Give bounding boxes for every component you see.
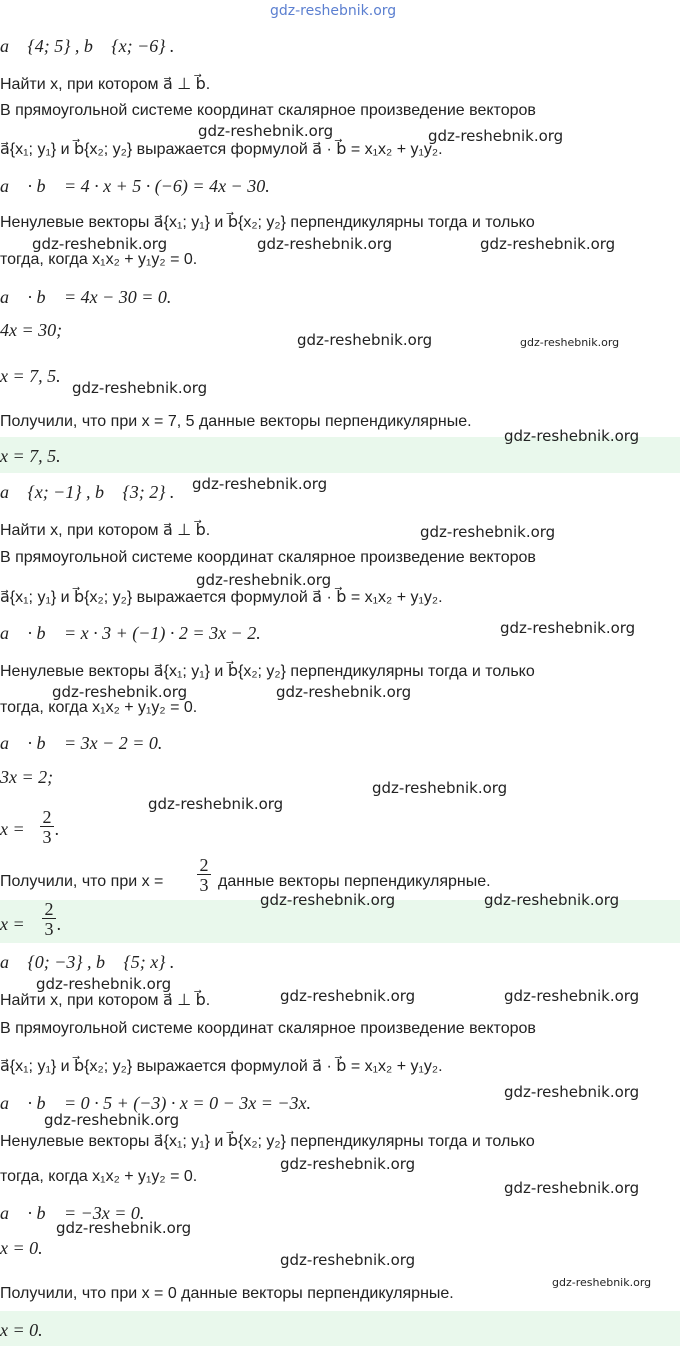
watermark: gdz-reshebnik.org	[372, 779, 508, 797]
block2-answer-denominator: 3	[44, 919, 54, 939]
block1-answer: x = 7, 5.	[0, 446, 61, 466]
watermark: gdz-reshebnik.org	[500, 619, 636, 637]
block2-conclusion-post: данные векторы перпендикулярные.	[218, 873, 491, 890]
watermark: gdz-reshebnik.org	[504, 1179, 640, 1197]
block2-equation1: a⃗ · b⃗ = 3x − 2 = 0.	[0, 733, 163, 753]
watermark: gdz-reshebnik.org	[260, 891, 396, 909]
watermark: gdz-reshebnik.org	[196, 571, 332, 589]
block3-theory-line2: a⃗{x₁; y₁} и b⃗{x₂; y₂} выражается формулой a⃗ · b⃗ = x₁x₂ + y₁y₂.	[0, 1058, 443, 1075]
block1-dot-product: a⃗ · b⃗ = 4 · x + 5 · (−6) = 4x − 30.	[0, 176, 270, 196]
block2-answer-fraction	[42, 900, 56, 939]
block3-vectors: a⃗ {0; −3} , b⃗ {5; x} .	[0, 952, 175, 972]
block2-result-denominator: 3	[42, 827, 52, 847]
block1-perp-line1: Ненулевые векторы a⃗{x₁; y₁} и b⃗{x₂; y₂} перпендикулярны тогда и только	[0, 214, 535, 231]
block2-result-fraction	[40, 808, 54, 847]
block2-answer-numerator: 2	[44, 900, 54, 919]
watermark: gdz-reshebnik.org	[44, 1111, 180, 1129]
watermark: gdz-reshebnik.org	[72, 379, 208, 397]
block2-equation2: 3x = 2;	[0, 767, 54, 787]
block3-equation1: a⃗ · b⃗ = −3x = 0.	[0, 1203, 145, 1223]
block3-perp-line1: Ненулевые векторы a⃗{x₁; y₁} и b⃗{x₂; y₂} перпендикулярны тогда и только	[0, 1133, 535, 1150]
watermark: gdz-reshebnik.org	[276, 683, 412, 701]
block2-vectors: a⃗ {x; −1} , b⃗ {3; 2} .	[0, 482, 175, 502]
block2-answer-period: .	[57, 914, 62, 934]
block2-conclusion-denominator: 3	[199, 875, 209, 895]
watermark: gdz-reshebnik.org	[504, 427, 640, 445]
block1-find-text: Найти x, при котором a⃗ ⊥ b⃗.	[0, 76, 211, 93]
watermark: gdz-reshebnik.org	[280, 1251, 416, 1269]
block3-answer: x = 0.	[0, 1320, 43, 1340]
block1-perp-line2: тогда, когда x₁x₂ + y₁y₂ = 0.	[0, 251, 198, 268]
block2-result-numerator: 2	[42, 807, 52, 827]
block2-result-period: .	[55, 819, 60, 839]
block2-conclusion-numerator: 2	[199, 855, 209, 875]
block1-equation1: a⃗ · b⃗ = 4x − 30 = 0.	[0, 287, 172, 307]
watermark: gdz-reshebnik.org	[480, 235, 616, 253]
watermark: gdz-reshebnik.org	[484, 891, 620, 909]
block3-perp-line2: тогда, когда x₁x₂ + y₁y₂ = 0.	[0, 1168, 198, 1185]
watermark: gdz-reshebnik.org	[504, 1083, 640, 1101]
block1-conclusion: Получили, что при x = 7, 5 данные векторы перпендикулярные.	[0, 413, 472, 430]
watermark: gdz-reshebnik.org	[420, 523, 556, 541]
block2-dot-product: a⃗ · b⃗ = x · 3 + (−1) · 2 = 3x − 2.	[0, 623, 261, 643]
watermark: gdz-reshebnik.org	[428, 127, 564, 145]
watermark: gdz-reshebnik.org	[297, 331, 433, 349]
block1-equation2: 4x = 30;	[0, 320, 63, 340]
watermark: gdz-reshebnik.org	[504, 987, 640, 1005]
watermark: gdz-reshebnik.org	[552, 1276, 652, 1289]
block2-theory-line1: В прямоугольной системе координат скалярное произведение векторов	[0, 549, 536, 566]
watermark: gdz-reshebnik.org	[280, 987, 416, 1005]
block2-find-text: Найти x, при котором a⃗ ⊥ b⃗.	[0, 522, 211, 539]
block2-result-prefix: x =	[0, 819, 25, 839]
block2-perp-line2: тогда, когда x₁x₂ + y₁y₂ = 0.	[0, 699, 198, 716]
block2-conclusion-pre: Получили, что при x =	[0, 873, 164, 890]
block2-theory-line2: a⃗{x₁; y₁} и b⃗{x₂; y₂} выражается формулой a⃗ · b⃗ = x₁x₂ + y₁y₂.	[0, 589, 443, 606]
block3-theory-line1: В прямоугольной системе координат скалярное произведение векторов	[0, 1020, 536, 1037]
block1-theory-line2: a⃗{x₁; y₁} и b⃗{x₂; y₂} выражается формулой a⃗ · b⃗ = x₁x₂ + y₁y₂.	[0, 141, 443, 158]
watermark: gdz-reshebnik.org	[56, 1219, 192, 1237]
watermark: gdz-reshebnik.org	[192, 475, 328, 493]
block2-answer-prefix: x =	[0, 914, 25, 934]
watermark: gdz-reshebnik.org	[198, 122, 334, 140]
block3-dot-product: a⃗ · b⃗ = 0 · 5 + (−3) · x = 0 − 3x = −3x.	[0, 1093, 311, 1113]
block3-find-text: Найти x, при котором a⃗ ⊥ b⃗.	[0, 992, 211, 1009]
block3-result: x = 0.	[0, 1238, 43, 1258]
watermark: gdz-reshebnik.org	[52, 683, 188, 701]
watermark: gdz-reshebnik.org	[520, 336, 620, 349]
watermark-top: gdz-reshebnik.org	[270, 3, 397, 19]
block1-theory-line1: В прямоугольной системе координат скалярное произведение векторов	[0, 102, 536, 119]
watermark: gdz-reshebnik.org	[32, 235, 168, 253]
block3-answer-box	[0, 1311, 680, 1346]
block2-perp-line1: Ненулевые векторы a⃗{x₁; y₁} и b⃗{x₂; y₂} перпендикулярны тогда и только	[0, 663, 535, 680]
block2-conclusion-fraction	[197, 856, 211, 895]
watermark: gdz-reshebnik.org	[257, 235, 393, 253]
block3-conclusion: Получили, что при x = 0 данные векторы перпендикулярные.	[0, 1285, 454, 1302]
watermark: gdz-reshebnik.org	[148, 795, 284, 813]
watermark: gdz-reshebnik.org	[280, 1155, 416, 1173]
watermark: gdz-reshebnik.org	[36, 975, 172, 993]
block1-result: x = 7, 5.	[0, 366, 61, 386]
block1-vectors: a⃗ {4; 5} , b⃗ {x; −6} .	[0, 36, 175, 56]
